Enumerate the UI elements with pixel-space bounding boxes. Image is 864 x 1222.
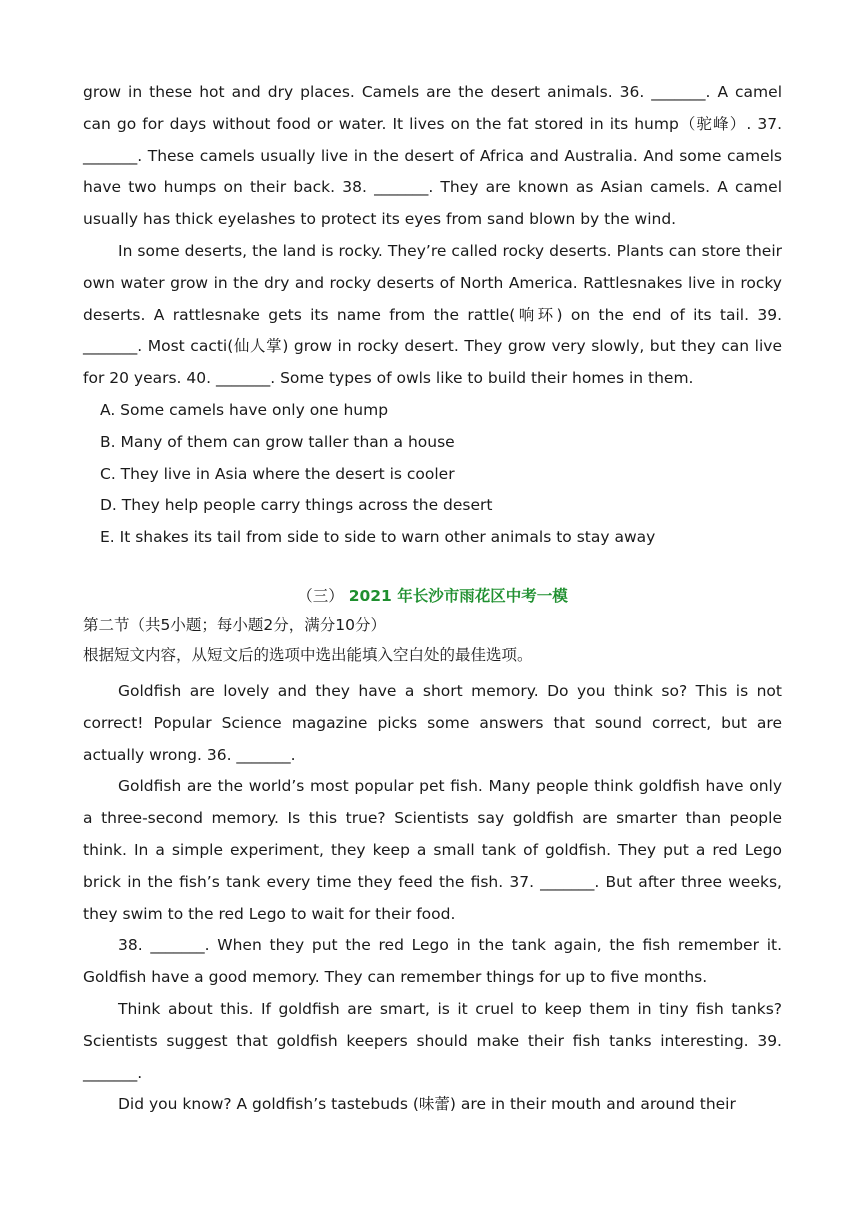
- option-item: E. It shakes its tail from side to side to warn other animals to stay away: [100, 528, 656, 547]
- paragraph: Goldfish are lovely and they have a short memory. Do you think so? This is not correct! Popular Science magazine picks some answers that sound correct, but are actually wrong. 36. _______.: [83, 682, 782, 764]
- passage-desert: [83, 77, 782, 554]
- option-item: A. Some camels have only one hump: [100, 400, 389, 419]
- paragraph: Did you know? A goldfish’s tastebuds (味蕾) are in their mouth and around their: [118, 1095, 736, 1114]
- section-subtitle: 第二节（共5小题；每小题2分，满分10分）: [83, 616, 386, 634]
- paragraph: In some deserts, the land is rocky. They’re called rocky deserts. Plants can store their own water grow in the dry and rocky deserts of North America. Rattlesnakes live in rocky deserts. A rattlesnake gets its name from the rattle(响环) on the end of its tail. 39. _______. Most cacti(仙人掌) grow in rocky desert. They grow very slowly, but they can live for 20 years. 40. _______. Some types of owls like to build their homes in them.: [83, 241, 782, 388]
- exam-title: 2021 年长沙市雨花区中考一模: [348, 587, 568, 605]
- option-item: B. Many of them can grow taller than a house: [100, 432, 455, 451]
- paragraph: Think about this. If goldfish are smart, is it cruel to keep them in tiny fish tanks? Scientists suggest that goldfish keepers should make their fish tanks interesting. 39. _______.: [83, 999, 782, 1082]
- section-instruction: 根据短文内容，从短文后的选项中选出能填入空白处的最佳选项。: [83, 646, 533, 664]
- option-item: D. They help people carry things across the desert: [100, 496, 493, 515]
- option-item: C. They live in Asia where the desert is cooler: [100, 464, 455, 483]
- paragraph: grow in these hot and dry places. Camels are the desert animals. 36. _______. A camel can go for days without food or water. It lives on the fat stored in its hump（驼峰）. 37. _______. These camels usually live in the desert of Africa and Australia. And some camels have two humps on their back. 38. _______. They are known as Asian camels. A camel usually has thick eyelashes to protect its eyes from sand blown by the wind.: [83, 83, 782, 229]
- paragraph: Goldfish are the world’s most popular pet fish. Many people think goldfish have only a three-second memory. Is this true? Scientists say goldfish are smarter than people think. In a simple experiment, they keep a small tank of goldfish. They put a red Lego brick in the fish’s tank every time they feed the fish. 37. _______. But after three weeks, they swim to the red Lego to wait for their food.: [83, 777, 782, 923]
- section-title: [83, 582, 782, 610]
- section-number: （三）: [297, 587, 344, 605]
- paragraph: 38. _______. When they put the red Lego in the tank again, the fish remember it. Goldfish have a good memory. They can remember things for up to five months.: [83, 936, 782, 987]
- passage-goldfish: [83, 676, 782, 1121]
- options-list: [83, 395, 782, 554]
- section-header: [83, 582, 782, 670]
